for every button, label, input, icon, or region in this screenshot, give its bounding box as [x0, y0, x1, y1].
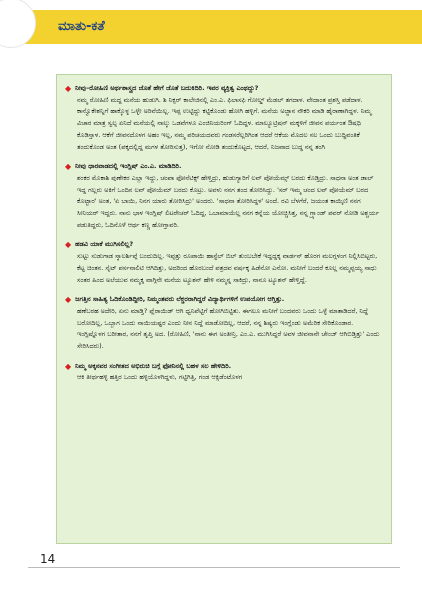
diamond-bullet-icon: ◆ — [65, 240, 72, 250]
footer-divider — [28, 567, 400, 568]
question: ◆ ಹಡವಿ ಯಾಕೆ ಮುಗಿಸಲಿಲ್ಲ? — [65, 240, 134, 250]
content-panel — [56, 74, 392, 544]
qa-entry — [65, 161, 381, 231]
answer: ಹಣೆಬರಹ ಅದೇರಿ, ಏನು ಮಾಡ್ತಿ? ಪ್ಲೆರಾಯಿಡ್ ಆಗಿ ಧ್ವನಿಪೆಟ್ಟಿಗೆ ಹೋಗಿಬಿಟ್ಟಿತು. ಈಗಲೂ ಮನೀಗೆ ಬಂದವರು ಒಂದು ಒಳ್ಳೆ ಮಾತಾಡಿದರೆ, ನಿದ್ದೆ ಬರೋದಿಲ್ಲ, ಒಬ್ಬಾಗ ಒಂದು ನಾಯಿಯಷ್ಟರ ಎಂದು ನೀನ ನಿದ್ದೆ ಮಾಡೋದಿಲ್ಲ, ಆದರೆ, ನನ್ನ ಶಿಷ್ಯರು ಇಂಗ್ಲೆಂಡು ಅಮೆರಿಕ ಸೇರಿಕೊಂಡಾರ. ಇಂಗ್ಲಿಷ್ನೊಳಗ ಬರೀತಾರ, ನನಗೆ ತೃಪ್ತಿ ಅದ. (ರೋಹಿಣಿ, 'ನಾನು ಈಗ ಅಂತೀನ್ರಿ, ಎಂ.ಎ. ಮುಗಿಸಿದ್ದರೆ ಅವಳ ಜೀವನಾನೇ ಚೇಂಜ್ ಆಗಿಬಿಡ್ತಿತ್ತು' ಎಂದು ಸೇರಿಸಿದರು). — [77, 306, 380, 351]
question: ◆ ನಿಮ್ಮ ಅಕ್ಕನವರ ಸಂಗೀತದ ಅಭಿರುಚಿ ಬಗ್ಗೆ ಫೋನಿನಲ್ಲಿ ಬಹಳ ಸಲ ಹೇಳಿದಿರಿ. — [65, 361, 232, 371]
question: ◆ ಜಗತ್ತಿನ ಸಾಹಿತ್ಯ ಓದಿಕೊಂಡಿದ್ದೀರಿ, ನಿಮ್ಮಂತವರು ಲೆಕ್ಚರರಾಗಿದ್ದರೆ ವಿದ್ಯಾರ್ಥಿಗಳಿಗೆ ಉಪಯೋಗ ಆಗ್ತಿತ್ತು. — [65, 295, 285, 305]
question: ◆ ನೀವು–ರೋಹಿಣಿ ಅರ್ಥಶಾಸ್ತ್ರದ ಜೊತೆ ಹೇಗೆ ಜೊತೆ ಬದುಕಿದಿರಿ. ಇವರ ವ್ಯಕ್ತಿತ್ವ ಎಂಥದ್ದು? — [65, 84, 259, 93]
qa-entry — [65, 361, 381, 384]
answer: ನಮ್ಮ ರೋಹಿಣಿ ಮದ್ದ ಮನೆಯ ಹುಡುಗಿ. ಶಿ ನಿಕ್ಸರ್ ಕಾಲೇಜಿನಲ್ಲಿ ಎಂ.ಎ. ಫಿಲಾಸಫಿ ಗೋಲ್ಡ್ ಮೆಡಲ್ ತಗದಾಳ. ವೇದಾಂತ ಪ್ರಶಸ್ತಿ ಪಡೆದಾಳ. ಕಾನ್ವೊಕೇಶನ್ನಿಗೆ ಹಾಕ್ಕೊಳ್ಳ ಒಳ್ಳೇ ಅರಿವೆಯಿಲ್ಲ. ಇಪ್ಪ ಉಟ್ಟಿದ್ದು ಕಟ್ಟಿಕೊಂಡು ಹೋಗಿ ಹಳ್ಳಿಗೆ. ಮನೆಯ ಅಜ್ಜಾನ ನೌಕರಿ ಮಾಡಿ ಹೈರಾಣಾಗಿದ್ದಳ. ನಿಮ್ಮ ವಿಚಾರ ಮಾತ್ರ ಸ್ವಲ್ಪ ಏನಿದೆ ಮನೆಯಲ್ಲಿ ನಾಲ್ಕು ಒಡವೆಗಳೂ ಎಂಜಿನಿಯರಿಂಗ್ ಓದಿದ್ದಳ. ಮಾಲ್ಯೂಟ್ರಿಷನ್ ಮಕ್ಕಳಿಗೆ ಜೀವನ ಪರ್ಯಂತ ಔಷಧಿ ಕೊಡಿಸ್ತಾಳ. ಆಕೆಗೆ ಜೀವನದೊಳಗ ಅಹಂ ಇಲ್ಲ, ನಮ್ಮ ಪರಿಚಯದವರು ಗಂಡಸರೆಲ್ಲರಿಗಿಂತ ಆದರೆ ಆಕೆಯ ಮೊದಲ ಸಲ ಒಂದು ಬುದ್ಧಿವಂತಿಕೆ ತಂದುಕೊಂಡ ಅಂತ (ಪಕ್ಕದಲ್ಲಿದ್ದ ಮಗಳ ತೋರಿಸುತ್ತ), ಇಗೋ ನೋಡಿ ತಂದುಕೊಟ್ಟದ, ಆದರೆ, ನಿಜವಾದ ಬುದ್ಧ ನನ್ನ ತಂಗಿ — [77, 95, 372, 151]
page-number: 14 — [40, 552, 56, 566]
qa-entry — [65, 239, 381, 286]
diamond-bullet-icon: ◆ — [65, 295, 72, 305]
answer: ಸುಟ್ಟು ಸುಡುಗಾಡ ಸ್ಕಾಲರ್ಶಿಪ್ಗೆ ಬಂದುದಿಲ್ಲ. ಇಪ್ಪತ್ತು ರೂಪಾಯಿ ಹಾಸ್ಟೆಲ್ ಬಿಲ್ ತುಂಬಬೇಕೆ ಇದ್ದದ್ದಕ್ಕ ವಾರ್ಡನ್ ಹೊರಗ ಮಲಗ್ಗಳಂಗ ನಿಲ್ಲಿಸಿಬಿಟ್ಟರು, ಕೆಟ್ಟ ಚಿಂತನ. ಸೈಟ್ ಪರ್ಸನಾಲಿಟಿ ಆಗಿದಿತ್ತು, ಅದರಿಂದ ಹೊರಬಂದೆ ಪತ್ರದವ ವರ್ಷಕ್ಕ ಹಿಡೆನೋ ಎನೋ. ಮನೀಗೆ ಬಂದರೆ ಕೂಲ್ಲ ನಮ್ಮಪ್ಪಯ್ಯ ಸಾಧು ಸಂತರ ಹಿಂದ ಅಲೆಯುವ ನಮ್ಮಕ್ಕ ವಾಗ್ಗಿನೇ ಮನೆಯ ಟ್ಯೂಶನ್ ಹೇಳಿ ನಮ್ಮನ್ನ ಸಾಕಿದ್ರು, ನಾನೂ ಟ್ಯೂಶನ್ ಹೇಳ್ತಿದ್ದೆ. — [77, 252, 378, 284]
diamond-bullet-icon: ◆ — [65, 84, 72, 93]
qa-entry — [65, 83, 381, 153]
section-title: ಮಾತು-ಕತೆ — [58, 19, 105, 34]
answer: ಆಕಿ ತೀರ್ಥಹಳ್ಳಿ ಹತ್ತಿರ ಒಂದು ಹಳ್ಳಿಯೊಳಗಿದ್ದಳು, ಗಟ್ಟಿಗಿತ್ತಿ, ಗಂಡ ಆಕ್ಸಿಡೆಂಟೊಳಗ — [77, 373, 243, 382]
question: ◆ ನೀವು ಧಾರವಾಡದಲ್ಲಿ ಇಂಗ್ಲಿಷ್ ಎಂ.ಎ. ಮಾಡಿದಿರಿ. — [65, 162, 182, 172]
answer: ಶಂಕರ ಮೊಕಾಶಿ ಪುಣೇಕರ ಎಲ್ಲಾ ಇದ್ದು, ಚಂಪಾ ಫೋನೆಟಿಕ್ಸ್ ಹೇಳ್ತಿದ್ರು, ಹುಡುಗ್ಯಾರಿಗೆ ಲವ್ ಪೋಯೆಮ್ಸ್ ಬರದು ಕೊಡ್ತಿದ್ರು. ಸಾಧನಾ ಅಂತ ಡಾಲ್ ಇದ್ದ ಗಲ್ಲರು ಅಕಿಗೆ ಒಂದಿನ ಲವ್ ಪೋಯೆಮ್ ಬರದು ಕೊಟ್ರು. ಅವಳು ನನಗ ತಂದ ತೋರಿಸಿದ್ದು. 'ಸರ್ ಇಮ್ಮ ಚಂದ ಲವ್ ಪೋಯೆಮ್ ಬರದ ಕೊಟ್ಟಾರ' ಅಂತ, 'ಏ ಬಾಯಿ, ನಿನಗ ಯಾರು ತೋರಿಸಿದ್ರು' ಅಂದರು. 'ಸಾಧನಾ ತೋರಿಸಿದ್ದಳ' ಅಂದೆ. ರವಿ ಬೆಳಗೆರೆ, ಜಯಂತ ಕಾಯ್ಕಿಣಿ ನನಗ ಸೀನಿಯರ್ ಇದ್ದರು. ನಾನು ಭಾಳ ಇಂಗ್ಲಿಷ್ ಲಿಟರೇಚರ್ ಓದಿದ್ದ, ಒಬಾಮಾಯೆಲ್ಲ ನನಗ ಕನ್ನೆಯ ಯೋಚ್ಚಿಸಿತ್ತ, ನನ್ನ ಗ್ರ್ಯಾಂಡ್ ಪವರ್ ನೋಡಿ ಅಶ್ಚರ್ಯ ಪಡುತಿದ್ದರು, ಓದಿನೊಳೆ ಆರ್ಥ ಕಣ್ಣ ಹೋಗ್ತಾವರಿ. — [77, 173, 380, 229]
qa-entry — [65, 294, 381, 353]
diamond-bullet-icon: ◆ — [65, 361, 72, 371]
diamond-bullet-icon: ◆ — [65, 162, 72, 172]
